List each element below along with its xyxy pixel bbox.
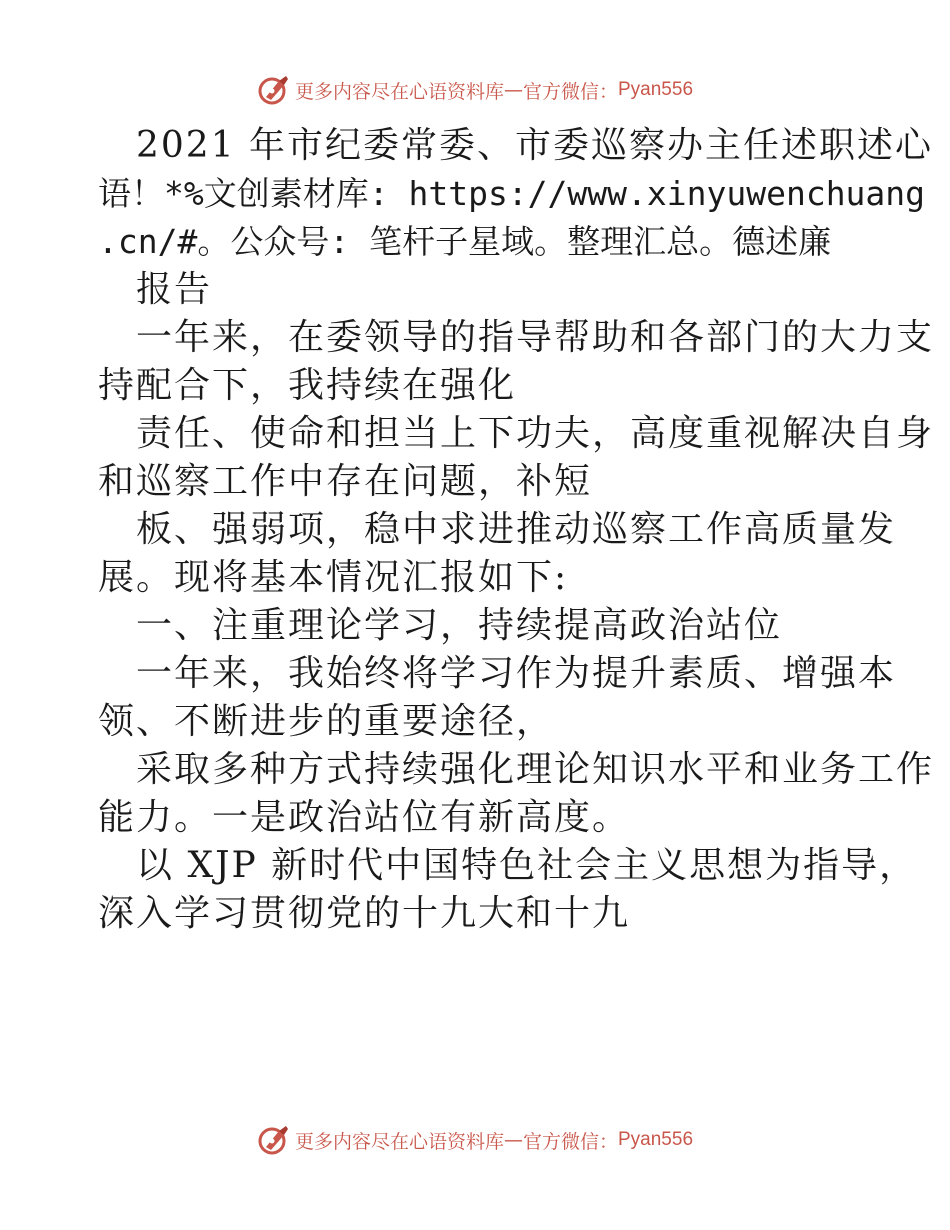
doc-line: 以 XJP 新时代中国特色社会主义思想为指导， (136, 845, 918, 886)
watermark-banner-bottom (0, 1120, 950, 1160)
doc-line: .cn/#。公众号: 笔杆子星域。整理汇总。德述廉 (98, 222, 832, 261)
watermark-dash: — (503, 1129, 523, 1151)
watermark-label: 官方微信： (522, 1130, 618, 1153)
watermark-wechat-id: Pyan556 (618, 1129, 694, 1150)
doc-line: 展。现将基本情况汇报如下: (98, 557, 569, 598)
doc-line: 责任、使命和担当上下功夫，高度重视解决自身 (136, 413, 935, 454)
doc-line: 一年来，我始终将学习作为提升素质、增强本 (136, 653, 897, 694)
doc-line: 报告 (136, 269, 213, 310)
doc-heading: 一、注重理论学习，持续提高政治站位 (136, 605, 783, 646)
watermark-wechat-id: Pyan556 (618, 79, 694, 100)
pen-nib-logo-icon (257, 73, 291, 107)
watermark-brand-text: 更多内容尽在心语资料库 (294, 80, 504, 103)
pen-nib-logo-icon (257, 1123, 291, 1157)
watermark-brand-text: 更多内容尽在心语资料库 (294, 1130, 504, 1153)
doc-line: 深入学习贯彻党的十九大和十九 (98, 893, 631, 934)
watermark-banner-top (0, 70, 950, 110)
doc-line: 和巡察工作中存在问题，补短 (98, 461, 593, 502)
document-body (98, 122, 935, 938)
doc-line: 领、不断进步的重要途径， (98, 701, 555, 742)
doc-line: 采取多种方式持续强化理论知识水平和业务工作 (136, 749, 935, 790)
watermark-label: 官方微信： (522, 80, 618, 103)
doc-line: 2021 年市纪委常委、市委巡察办主任述职述心 (136, 125, 934, 166)
doc-line: 语！*%文创素材库: https://www.xinyuwenchuang (98, 174, 926, 213)
doc-line: 一年来，在委领导的指导帮助和各部门的大力支 (136, 317, 935, 358)
doc-line: 持配合下，我持续在强化 (98, 365, 517, 406)
doc-line: 板、强弱项，稳中求进推动巡察工作高质量发 (136, 509, 897, 550)
watermark-dash: — (503, 79, 523, 101)
doc-line: 能力。一是政治站位有新高度。 (98, 797, 631, 838)
